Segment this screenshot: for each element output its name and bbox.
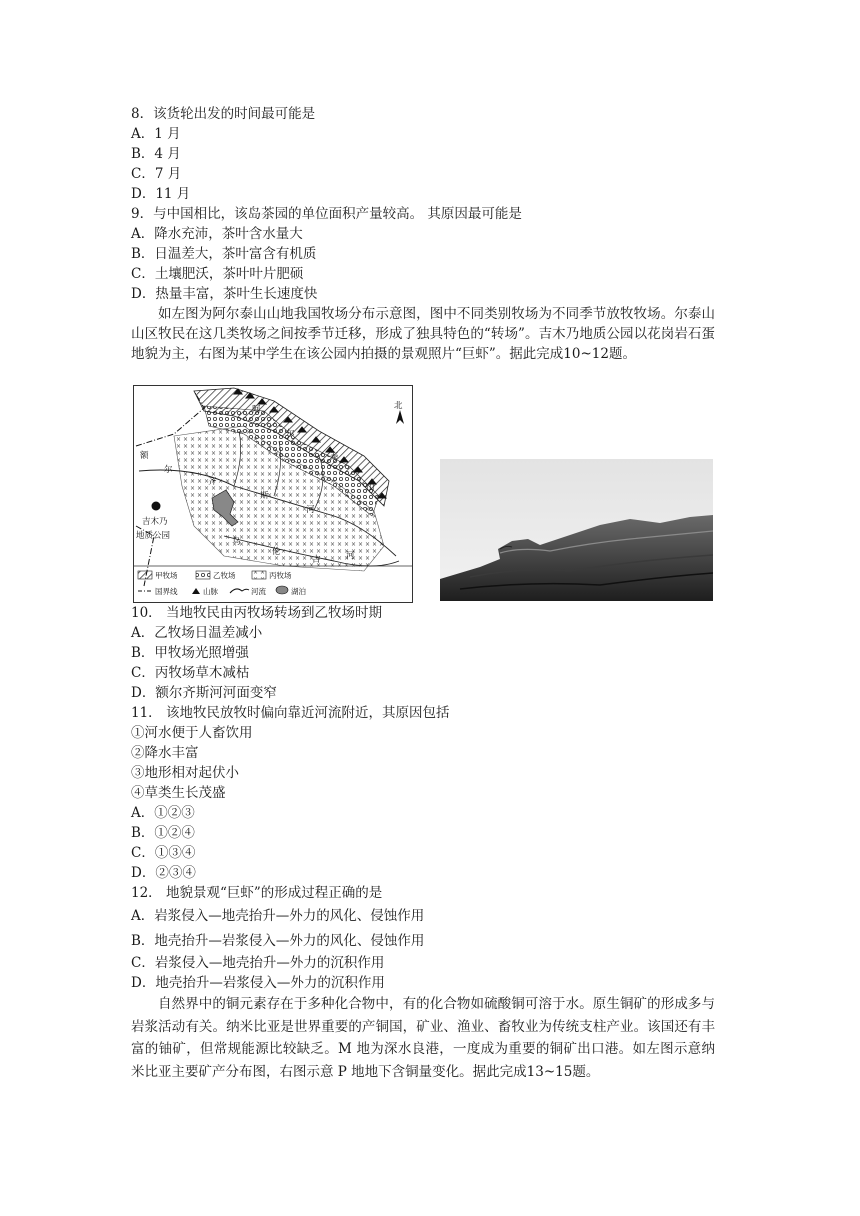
legend-river-icon xyxy=(230,589,249,593)
q10-option-c: C．丙牧场草木减枯 xyxy=(131,665,250,681)
altai-pasture-map xyxy=(133,385,413,603)
map-legend xyxy=(138,570,306,596)
q12-stem: 12． 地貌景观“巨虾”的形成过程正确的是 xyxy=(131,885,383,901)
north-arrow-icon xyxy=(396,410,404,424)
q10-option-a: A．乙牧场日温差减小 xyxy=(131,625,263,641)
legend-jia: 甲牧场 xyxy=(155,571,178,580)
q11-option-c: C．①③④ xyxy=(131,845,196,861)
q9-option-b: B．日温差大，茶叶富含有机质 xyxy=(131,246,317,262)
q9-option-d: D．热量丰富，茶叶生长速度快 xyxy=(131,286,318,302)
q12-option-d: D．地壳抬升—岩浆侵入—外力的沉积作用 xyxy=(131,975,385,991)
q12-option-c: C．岩浆侵入—地壳抬升—外力的沉积作用 xyxy=(131,955,385,971)
q11-item-4: ④草类生长茂盛 xyxy=(131,785,226,801)
legend-bing: 丙牧场 xyxy=(269,571,292,580)
q9-stem: 9．与中国相比，该岛茶园的单位面积产量较高。 其原因最可能是 xyxy=(131,206,522,222)
q12-option-b: B．地壳抬升—岩浆侵入—外力的风化、侵蚀作用 xyxy=(131,933,425,949)
q10-stem: 10． 当地牧民由丙牧场转场到乙牧场时期 xyxy=(131,605,382,621)
label-qi: 齐 xyxy=(208,477,217,487)
intro-paragraph-13-15: 自然界中的铜元素存在于多种化合物中，有的化合物如硫酸铜可溶于水。原生铜矿的形成多与岩浆活动有关。纳米比亚是世界重要的产铜国，矿业、渔业、畜牧业为传统支柱产业。该国还有丰富的铀矿，但常规能源比较缺乏。M 地为深水良港，一度成为重要的铜矿出口港。如左图示意纳米比亚主要矿产分布图，右图示意 P 地地下含铜量变化。据此完成13~15题。 xyxy=(131,996,715,1080)
legend-jia-swatch xyxy=(138,571,152,579)
legend-border: 国界线 xyxy=(155,587,178,596)
label-he1: 河 xyxy=(306,505,315,515)
q11-item-1: ①河水便于人畜饮用 xyxy=(131,725,253,741)
q8-option-d: D．11 月 xyxy=(131,186,191,202)
label-tai: 泰 xyxy=(330,452,339,462)
label-er1: 尔 xyxy=(286,429,295,439)
legend-lake-icon xyxy=(276,586,288,594)
q11-item-2: ②降水丰富 xyxy=(131,745,199,761)
legend-mountain-icon xyxy=(192,588,200,594)
q8-option-b: B．4 月 xyxy=(131,146,181,162)
park-name-line1: 吉木乃 xyxy=(142,517,168,527)
giant-shrimp-rock-photo xyxy=(440,459,713,601)
label-he2: 河 xyxy=(346,551,355,561)
legend-lake: 湖泊 xyxy=(291,587,306,596)
q9-option-a: A．降水充沛，茶叶含水量大 xyxy=(131,226,303,242)
label-gu: 古 xyxy=(312,555,321,565)
q11-stem: 11． 该地牧民放牧时偏向靠近河流附近，其原因包括 xyxy=(131,705,450,721)
map-graphic xyxy=(134,386,412,602)
label-a: 阿 xyxy=(252,405,261,415)
q11-item-3: ③地形相对起伏小 xyxy=(131,765,239,781)
label-si: 斯 xyxy=(260,491,269,501)
legend-yi: 乙牧场 xyxy=(213,571,236,580)
q8-option-c: C．7 月 xyxy=(131,166,182,182)
legend-mountain: 山脉 xyxy=(203,587,218,596)
q11-option-a: A．①②③ xyxy=(131,805,195,821)
q8-stem: 8．该货轮出发的时间最可能是 xyxy=(131,106,316,122)
label-er2: 尔 xyxy=(164,465,173,475)
label-shan: 山 xyxy=(366,483,375,493)
q10-option-d: D．额尔齐斯河河面变窄 xyxy=(131,685,277,701)
intro-paragraph-10-12: 如左图为阿尔泰山山地我国牧场分布示意图，图中不同类别牧场为不同季节放牧牧场。尔泰山山区牧民在这几类牧场之间按季节迁移，形成了独具特色的“转场”。吉木乃地质公园以花岗岩石蛋地貌为主，右图为某中学生在该公园内拍摄的景观照片“巨虾”。据此完成10~12题。 xyxy=(131,306,715,362)
label-wu: 乌 xyxy=(232,537,241,547)
q12-option-a: A．岩浆侵入—地壳抬升—外力的风化、侵蚀作用 xyxy=(131,908,425,924)
north-label: 北 xyxy=(394,401,403,411)
q11-option-d: D．②③④ xyxy=(131,865,196,881)
legend-bing-swatch xyxy=(252,571,266,579)
q8-option-a: A．1 月 xyxy=(131,126,181,142)
q9-option-c: C．土壤肥沃，茶叶叶片肥硕 xyxy=(131,266,304,282)
q11-option-b: B．①②④ xyxy=(131,825,195,841)
label-e: 额 xyxy=(140,451,149,461)
q10-option-b: B．甲牧场光照增强 xyxy=(131,645,249,661)
label-lun: 伦 xyxy=(272,547,281,557)
park-name-line2: 地质公园 xyxy=(136,531,171,541)
legend-yi-swatch xyxy=(196,571,210,579)
park-marker-icon xyxy=(152,502,161,511)
legend-river: 河流 xyxy=(251,587,266,596)
